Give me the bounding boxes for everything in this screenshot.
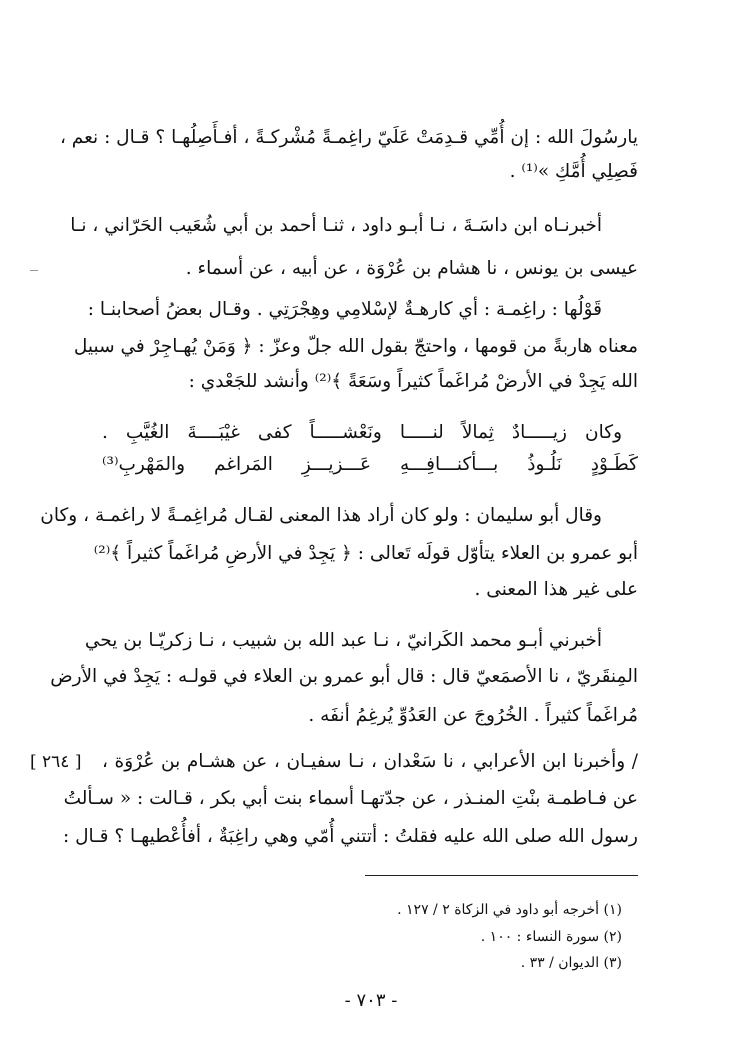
text-line: معناه هاربةً من قومها ، واحتجّ بقول الله جلّ وعزّ : ﴿ وَمَنْ يُهـاجِرْ في سبيل [73, 336, 638, 357]
text-line: الله يَجِدْ في الأرضْ مُراغَماً كثيراً وسَعَةً ﴾⁽²⁾ وأنشد للجَعْدي : [188, 371, 638, 392]
text-line: على غير هذا المعنى . [474, 579, 638, 600]
page-number: - ٧٠٣ - [344, 990, 398, 1011]
poem-verse: كَطَـوْدٍ نَلُـوذُ بـــأكنـــافِـــهِ عَـــزيـــزِ المَراغم والمَهْربِ⁽³⁾ [102, 454, 638, 475]
footnote: (٢) سورة النساء : ١٠٠ . [480, 929, 622, 945]
footnote: (٣) الديوان / ٣٣ . [520, 955, 622, 971]
text-line: يارسُولَ الله : إن أُمِّي قـدِمَتْ عَلَيّ راغِمـةً مُشْركـةً ، أفـأَصِلُهـا ؟ قـال : نعم ، [59, 127, 638, 148]
text-line: مُراغَماً كثيراً . الخُرُوجَ عن العَدُوِّ يُرغِمُ أنفَه . [308, 705, 638, 726]
footnote-separator [365, 875, 638, 876]
text-line: فَصِلِي أُمَّكِ »⁽¹⁾ . [509, 161, 638, 182]
text-line: أبو عمرو بن العلاء يتأوّل قولَه تَعالى : ﴿ يَجِدْ في الأرضِ مُراغَماً كثيراً ﴾⁽²⁾ [93, 543, 638, 564]
text-line: عن فـاطمـة بنْتِ المنـذر ، عن جدّتهـا أسماء بنت أبي بكر ، قـالت : « سـألتُ [63, 788, 638, 809]
text-line: أخبرنـاه ابن داسَـةَ ، نـا أبـو داود ، ثنـا أحمد بن أبي شُعَيب الحَرّاني ، نـا [70, 215, 602, 236]
text-line: قَوْلُها : راغِمـة : أي كارهـةٌ لإسْلامِي وهِجْرَتِي . وقـال بعضُ أصحابنـا : [87, 299, 602, 320]
text-line: رسول الله صلى الله عليه فقلتُ : أتتني أُمّي وهي راغِبَةٌ ، أفأُعْطيهـا ؟ قـال : [63, 826, 638, 847]
text-line: أخبرني أبـو محمد الكَرانيّ ، نـا عبد الله بن شبيب ، نـا زكريّـا بن يحي [84, 630, 602, 651]
footnote: (١) أخرجه أبو داود في الزكاة ٢ / ١٢٧ . [397, 902, 622, 918]
poem-verse: وكان زيـــــادٌ ثِمالاً لنـــــا ونَعْشـــــاً كفى غيْبَــــةَ الغُيَّبِ . [102, 422, 622, 443]
margin-mark [30, 270, 38, 271]
margin-page-reference: [ ٢٦٤ ] [30, 752, 82, 772]
text-line: المِنقَريّ ، نا الأصمَعيّ قال : قال أبو عمرو بن العلاء في قولـه : يَجِدْ في الأرض [50, 666, 638, 687]
text-line: وقال أبو سليمان : ولو كان أراد هذا المعنى لقـال مُراغِمـةً لا راغمـة ، وكان [40, 505, 602, 526]
text-line: عيسى بن يونس ، نا هشام بن عُرْوَة ، عن أبيه ، عن أسماء . [185, 258, 638, 279]
text-line: / وأخبرنا ابن الأعرابي ، نا سَعْدان ، نـا سفيـان ، عن هشـام بن عُرْوَة ، [102, 751, 638, 772]
